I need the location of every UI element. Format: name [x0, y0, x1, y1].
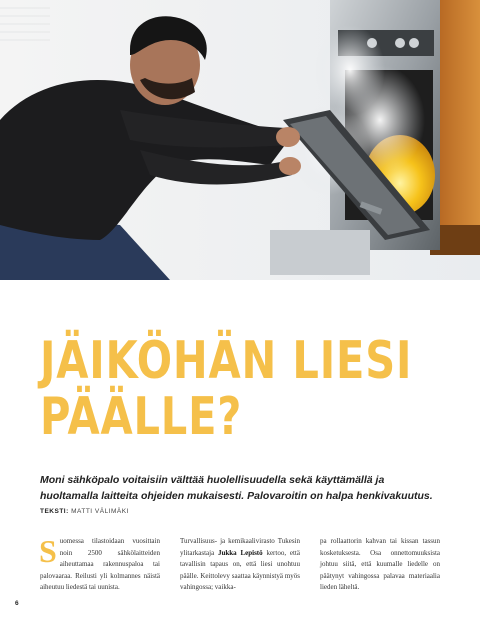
byline: [40, 508, 129, 515]
byline-author: MATTI VÄLIMÄKI: [71, 508, 129, 515]
body-column-3-text: pa rollaattorin kahvan tai kissan tassun kosketuksesta. Osa onnettomuuksista johtuu siitä, että kuumalle liedelle on päätynyt vahingossa palavaa materiaalia lieden läheltä.: [320, 537, 440, 591]
body-column-3: [320, 536, 440, 594]
dropcap: S: [39, 533, 57, 569]
body-columns: [39, 533, 440, 594]
headline-line-1: JÄIKÖHÄN LIESI: [40, 330, 413, 391]
body-column-2-text-end: kertoo, että tavallisin tapaus on, että liesi unohtuu päälle. Keittolevy saattaa käynnistyä myös vahingossa; vaikka-: [180, 548, 300, 591]
headline: [40, 330, 413, 447]
body-column-1-text: uomessa tilastoidaan vuosittain noin 2500 sähkölaitteiden aiheuttamaa rakennuspaloa tai palovaaraa. Reilusti yli kolmannes näistä aiheutuu liedestä tai uunista.: [40, 537, 160, 591]
body-column-1: [39, 533, 160, 594]
headline-line-2: PÄÄLLE?: [40, 386, 243, 447]
body-column-2-name: Jukka Lepistö: [218, 548, 263, 557]
hero-photo: [0, 0, 480, 280]
page-number: 6: [15, 600, 19, 607]
lead-paragraph: Moni sähköpalo voitaisiin välttää huolellisuudella sekä käyttämällä ja huoltamalla laitteita ohjeiden mukaisesti. Palovaroitin on halpa henkivakuutus.: [40, 473, 433, 502]
man-opening-smoking-oven-image: [0, 0, 480, 280]
body-column-2-text-start: Turvallisuus- ja kemikaalivirasto Tukesin ylitarkastaja: [180, 537, 300, 557]
body-column-2: [180, 536, 300, 594]
byline-label: TEKSTI:: [40, 508, 69, 515]
